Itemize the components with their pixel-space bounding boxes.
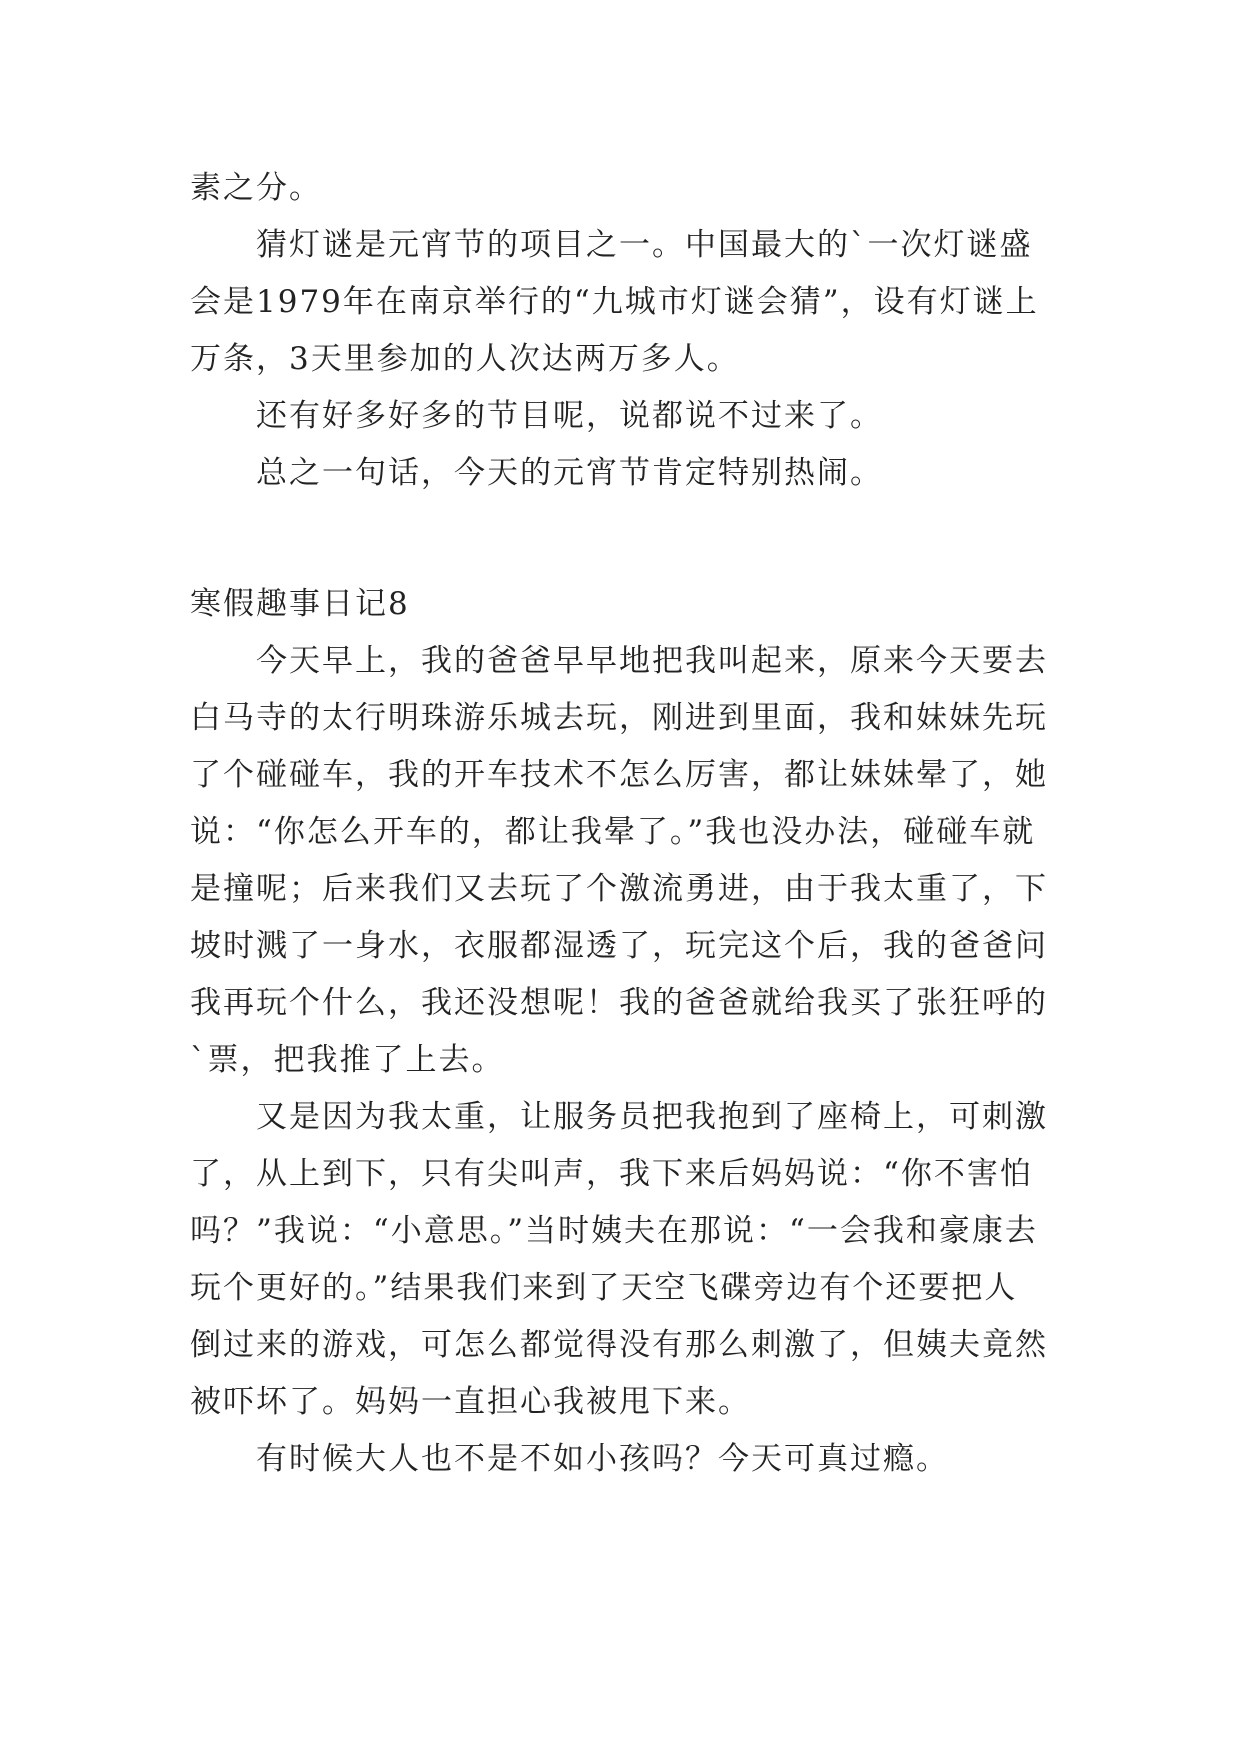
paragraph-continuation: 素之分。 [190, 170, 322, 206]
document-body [190, 160, 1050, 1488]
paragraph-more-programs: 还有好多好多的节目呢，说都说不过来了。 [256, 398, 883, 434]
paragraph-conclusion: 有时候大人也不是不如小孩吗？今天可真过瘾。 [256, 1441, 949, 1477]
paragraph-lantern-riddles: 猜灯谜是元宵节的项目之一。中国最大的`一次灯谜盛会是1979年在南京举行的“九城市灯谜会猜”，设有灯谜上万条，3天里参加的人次达两万多人。 [190, 227, 1039, 377]
paragraph-amusement-park: 今天早上，我的爸爸早早地把我叫起来，原来今天要去白马寺的太行明珠游乐城去玩，刚进到里面，我和妹妹先玩了个碰碰车，我的开车技术不怎么厉害，都让妹妹晕了，她说：“你怎么开车的，都让我晕了。”我也没办法，碰碰车就是撞呢；后来我们又去玩了个激流勇进，由于我太重了，下坡时溅了一身水，衣服都湿透了，玩完这个后，我的爸爸问我再玩个什么，我还没想呢！我的爸爸就给我买了张狂呼的`票，把我推了上去。 [190, 643, 1048, 1078]
paragraph-ride-experience: 又是因为我太重，让服务员把我抱到了座椅上，可刺激了，从上到下，只有尖叫声，我下来后妈妈说：“你不害怕吗？”我说：“小意思。”当时姨夫在那说：“一会我和豪康去玩个更好的。”结果我们来到了天空飞碟旁边有个还要把人倒过来的游戏，可怎么都觉得没有那么刺激了，但姨夫竟然被吓坏了。妈妈一直担心我被甩下来。 [190, 1099, 1048, 1420]
section-title: 寒假趣事日记8 [190, 586, 410, 622]
paragraph-summary: 总之一句话，今天的元宵节肯定特别热闹。 [256, 455, 883, 491]
